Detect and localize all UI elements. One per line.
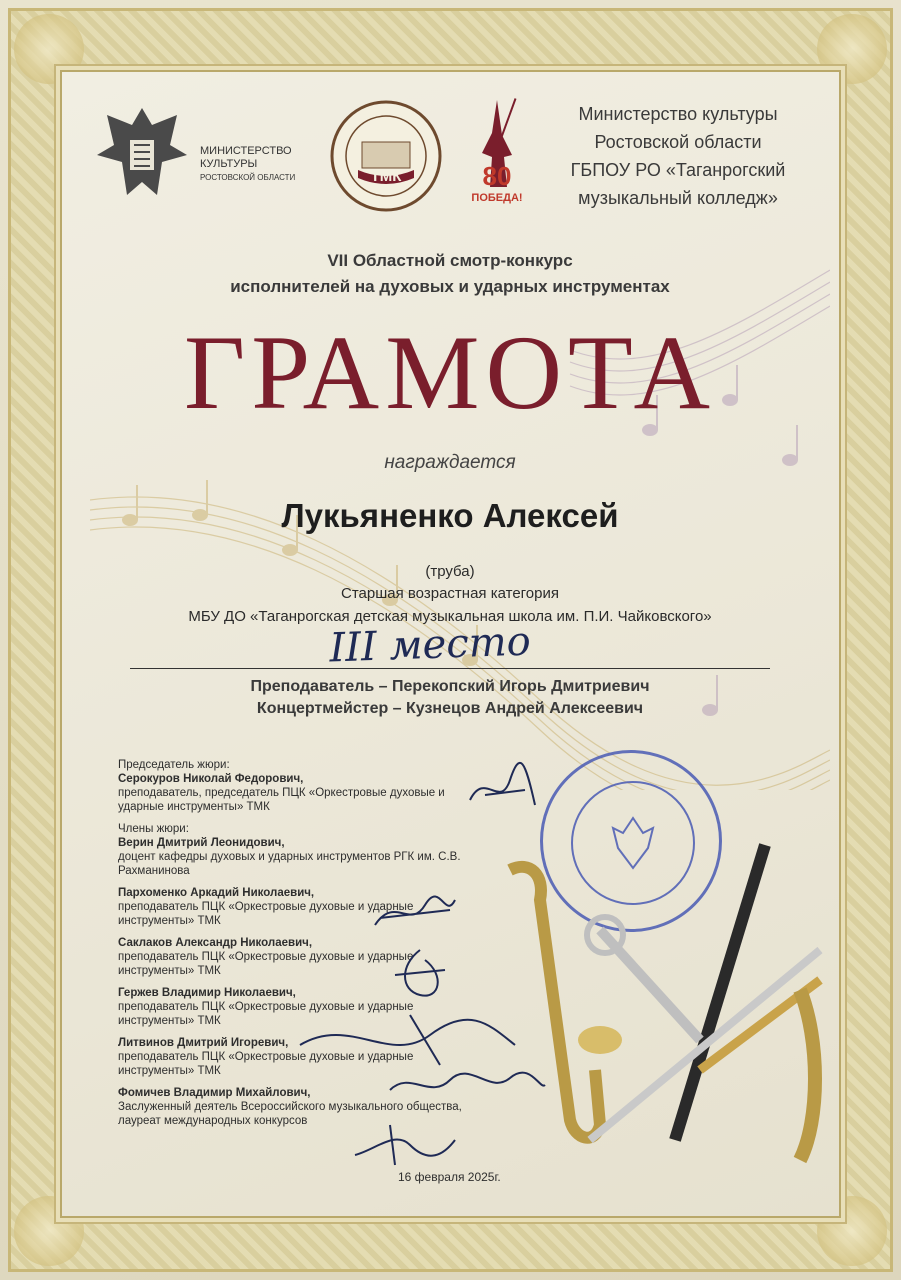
jury-member-desc: Заслуженный деятель Всероссийского музыкального общества, лауреат международных конкурсов — [118, 1101, 462, 1127]
wind-instruments-illustration — [500, 840, 830, 1170]
jury-member-desc: преподаватель ПЦК «Оркестровые духовые и ударные инструменты» ТМК — [118, 951, 414, 977]
handwritten-place: III место — [328, 618, 532, 672]
organizer-line: Министерство культуры — [578, 104, 778, 124]
organizer-line: музыкальный колледж» — [578, 188, 778, 208]
tmk-logo-label: ТМК — [370, 168, 402, 185]
jury-member-name: Литвинов Дмитрий Игоревич, — [118, 1037, 289, 1049]
jury-member-desc: преподаватель ПЦК «Оркестровые духовые и ударные инструменты» ТМК — [118, 1051, 414, 1077]
place-underline — [130, 668, 770, 669]
jury-member — [118, 822, 478, 878]
jury-member-desc: преподаватель ПЦК «Оркестровые духовые и ударные инструменты» ТМК — [118, 901, 414, 927]
eagle-emblem-icon — [92, 100, 192, 205]
jury-member-desc: преподаватель, председатель ПЦК «Оркестровые духовые и ударные инструменты» ТМК — [118, 787, 445, 813]
contest-title — [150, 248, 750, 300]
teacher: Преподаватель – Перекопский Игорь Дмитриевич — [250, 678, 650, 695]
signature — [465, 750, 545, 830]
jury-member-name: Верин Дмитрий Леонидович, — [118, 837, 285, 849]
tmk-logo — [330, 100, 442, 212]
signature — [390, 945, 450, 1005]
ministry-line: КУЛЬТУРЫ — [200, 158, 258, 170]
pobeda-word: ПОБЕДА! — [471, 192, 523, 204]
instrument: (труба) — [425, 563, 475, 580]
jury-chair-heading: Председатель жюри: — [118, 759, 230, 771]
pobeda-80-logo — [462, 95, 532, 215]
awarded-label: награждается — [384, 452, 516, 473]
ministry-line: МИНИСТЕРСТВО — [200, 145, 292, 157]
age-category: Старшая возрастная категория — [341, 585, 559, 602]
signature — [350, 1120, 460, 1170]
organizer-line: ГБПОУ РО «Таганрогский — [570, 160, 786, 180]
ministry-small-text — [200, 145, 320, 184]
certificate-title: ГРАМОТА — [183, 314, 717, 431]
organizer-block — [548, 100, 808, 212]
jury-member-name: Серокуров Николай Федорович, — [118, 773, 304, 785]
date: 16 февраля 2025г. — [398, 1170, 501, 1184]
organizer-line: Ростовской области — [594, 132, 762, 152]
jury-member-name: Пархоменко Аркадий Николаевич, — [118, 887, 315, 899]
signature — [370, 890, 460, 940]
contest-line: VII Областной смотр-конкурс — [327, 251, 573, 270]
jury-member-name: Саклаков Александр Николаевич, — [118, 937, 313, 949]
accompanist: Концертмейстер – Кузнецов Андрей Алексеевич — [256, 700, 644, 717]
pobeda-number: 80 — [482, 161, 512, 191]
jury-member-name: Фомичев Владимир Михайлович, — [118, 1087, 311, 1099]
school-name: МБУ ДО «Таганрогская детская музыкальная школа им. П.И. Чайковского» — [188, 608, 712, 625]
jury-members-heading: Члены жюри: — [118, 823, 189, 835]
ministry-line: РОСТОВСКОЙ ОБЛАСТИ — [200, 173, 296, 182]
jury-chair — [118, 758, 478, 814]
contest-line: исполнителей на духовых и ударных инструментах — [230, 277, 670, 296]
jury-member-name: Гержев Владимир Николаевич, — [118, 987, 296, 999]
jury-member-desc: преподаватель ПЦК «Оркестровые духовые и ударные инструменты» ТМК — [118, 1001, 414, 1027]
winner-name: Лукьяненко Алексей — [281, 497, 619, 534]
jury-member-desc: доцент кафедры духовых и ударных инструментов РГК им. С.В. Рахманинова — [118, 851, 461, 877]
